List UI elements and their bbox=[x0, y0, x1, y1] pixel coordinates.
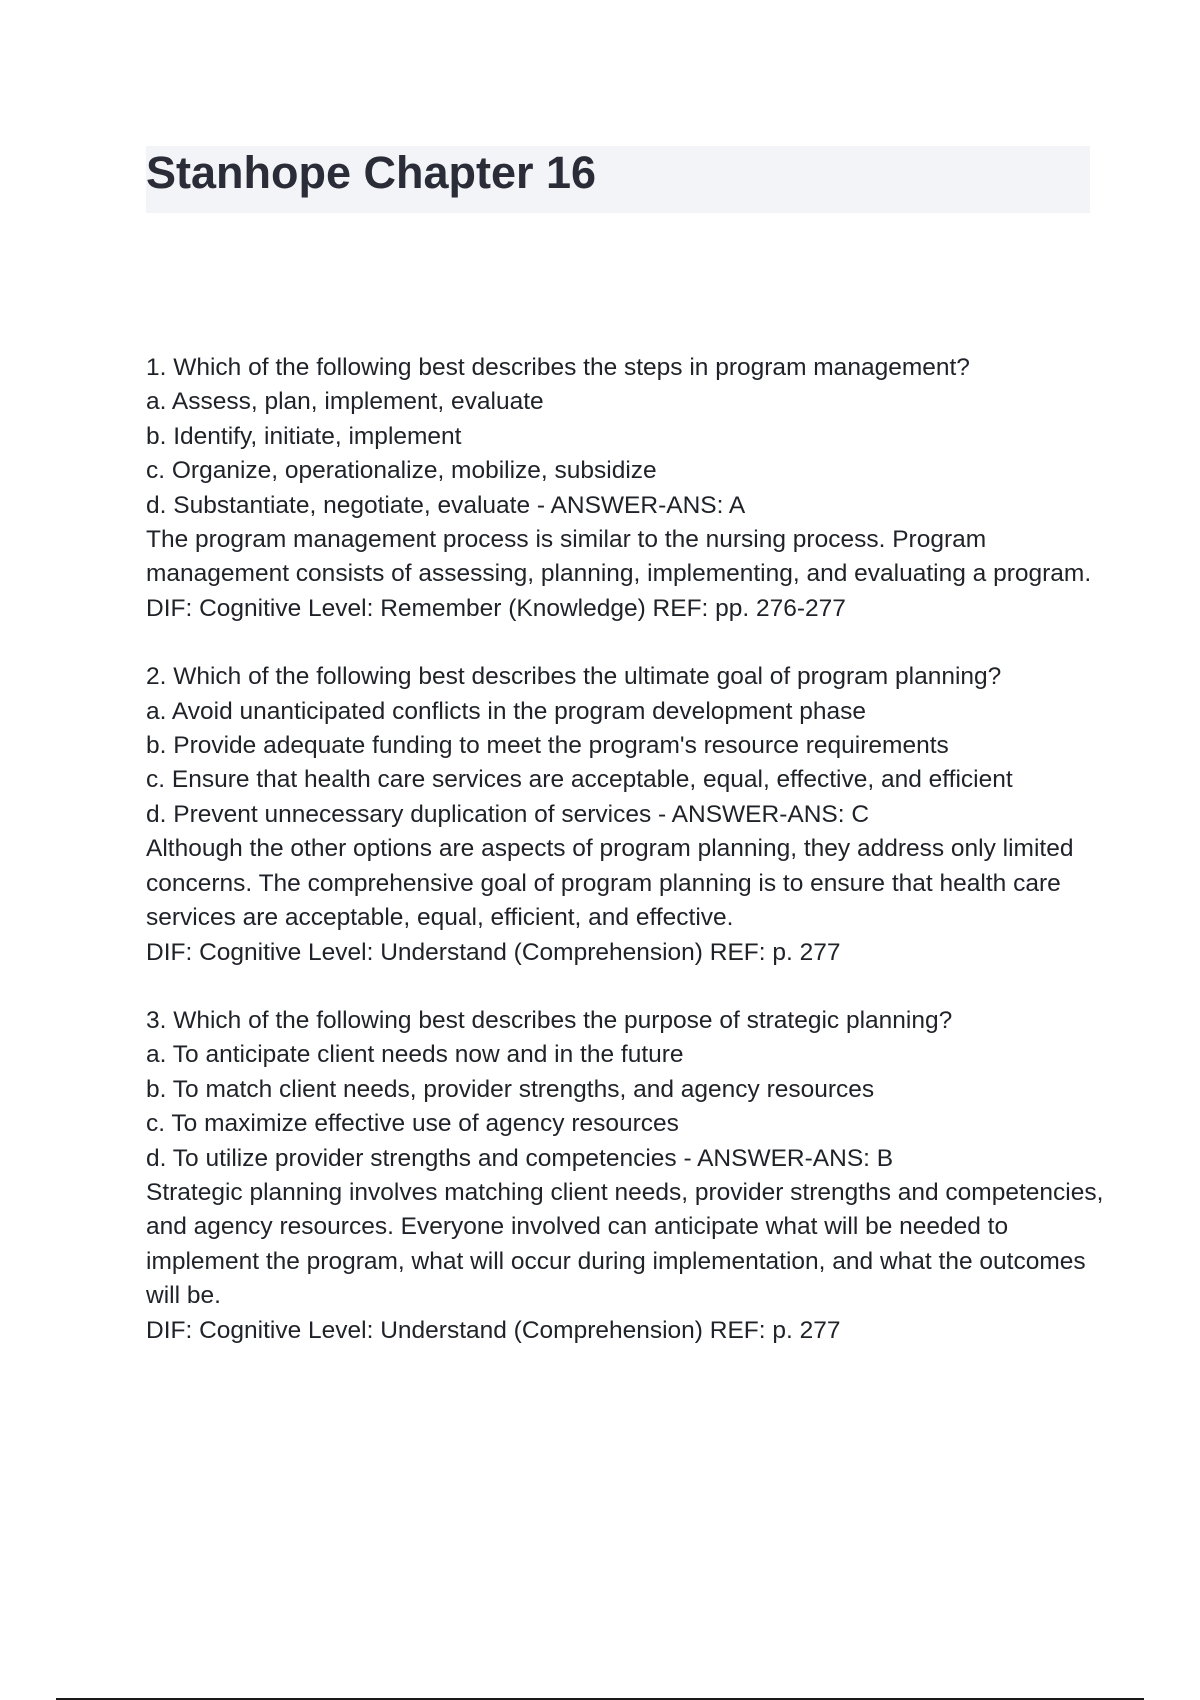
difficulty-reference: DIF: Cognitive Level: Understand (Comprehension) REF: p. 277 bbox=[146, 938, 841, 966]
answer-option: c. Ensure that health care services are acceptable, equal, effective, and efficient bbox=[146, 766, 1013, 794]
answer-option: b. Identify, initiate, implement bbox=[146, 422, 462, 450]
question-stem: 1. Which of the following best describes the steps in program management? bbox=[146, 354, 970, 381]
question-list bbox=[146, 351, 1106, 1382]
answer-option: b. Provide adequate funding to meet the program's resource requirements bbox=[146, 732, 949, 760]
difficulty-reference: DIF: Cognitive Level: Remember (Knowledge) REF: pp. 276-277 bbox=[146, 594, 846, 622]
answer-option: c. To maximize effective use of agency resources bbox=[146, 1110, 679, 1138]
question-stem: 3. Which of the following best describes the purpose of strategic planning? bbox=[146, 1006, 953, 1034]
question-block-2 bbox=[146, 660, 1106, 970]
answer-option: d. Substantiate, negotiate, evaluate - ANSWER-ANS: A bbox=[146, 491, 746, 519]
difficulty-reference: DIF: Cognitive Level: Understand (Comprehension) REF: p. 277 bbox=[146, 1316, 841, 1344]
answer-option: a. To anticipate client needs now and in the future bbox=[146, 1041, 684, 1069]
document-title: Stanhope Chapter 16 bbox=[146, 147, 597, 198]
rationale-text: The program management process is similar to the nursing process. Program management consists of assessing, planning, implementing, and evaluating a program. bbox=[146, 526, 1092, 588]
question-block-1 bbox=[146, 351, 1106, 626]
question-stem: 2. Which of the following best describes the ultimate goal of program planning? bbox=[146, 663, 1002, 691]
answer-option: d. Prevent unnecessary duplication of services - ANSWER-ANS: C bbox=[146, 800, 870, 828]
answer-option: d. To utilize provider strengths and competencies - ANSWER-ANS: B bbox=[146, 1144, 894, 1172]
answer-option: c. Organize, operationalize, mobilize, subsidize bbox=[146, 457, 657, 485]
rationale-text: Although the other options are aspects of program planning, they address only limited concerns. The comprehensive goal of program planning is to ensure that health care services are acceptable, equal, efficient, and effective. bbox=[146, 835, 1074, 932]
question-block-3 bbox=[146, 1004, 1106, 1348]
answer-option: a. Avoid unanticipated conflicts in the program development phase bbox=[146, 697, 867, 725]
rationale-text: Strategic planning involves matching client needs, provider strengths and competencies, and agency resources. Everyone involved can anticipate what will be needed to implement the program, what will occur during implementation, and what the outcomes will be. bbox=[146, 1178, 1104, 1310]
answer-option: b. To match client needs, provider strengths, and agency resources bbox=[146, 1075, 875, 1103]
answer-option: a. Assess, plan, implement, evaluate bbox=[146, 388, 544, 416]
